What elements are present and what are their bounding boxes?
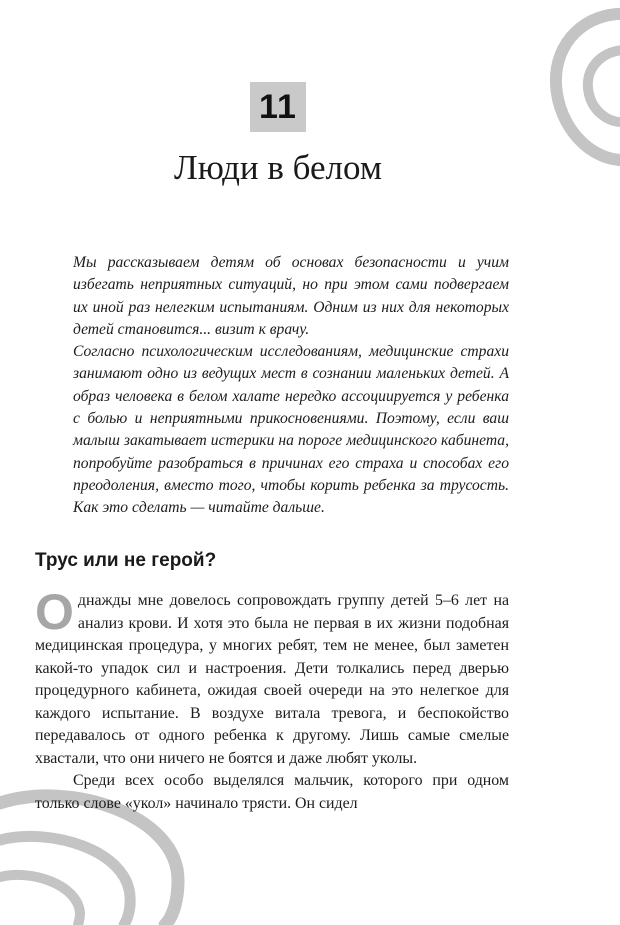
body-text (35, 584, 509, 815)
chapter-title: Люди в белом (173, 148, 382, 187)
body-paragraph: Среди всех особо выделялся мальчик, которого при одном только слове «укол» начинало трясти. Он сидел (35, 772, 509, 812)
chapter-intro (73, 252, 509, 520)
section-heading: Трус или не герой? (35, 550, 217, 571)
body-paragraph (35, 584, 509, 770)
intro-paragraph: Мы рассказываем детям об основах безопасности и учим избегать неприятных ситуаций, но при этом сами подвергаем их иной раз нелегким испытаниям. Одним из них для некоторых детей становится... визит к врачу. (73, 254, 509, 338)
body-paragraph-text: днажды мне довелось сопровождать группу детей 5–6 лет на анализ крови. И хотя это была не первая в их жизни подобная медицинская процедура, у многих ребят, тем не менее, был заметен какой-то упадок сил и настроения. Дети толкались перед дверью процедурного кабинета, ожидая своей очереди на это нелегкое для каждого испытание. В воздухе витала тревога, и беспокойство передавалось от одного ребенка к другому. Лишь самые смелые хвастали, что они ничего не боятся и даже любят уколы. (35, 592, 509, 767)
decorative-swirl-top (546, 2, 620, 172)
intro-paragraph: Согласно психологическим исследованиям, медицинские страхи занимают одно из ведущих мест в сознании маленьких детей. А образ человека в белом халате нередко ассоциируется у ребенка с болью и неприятными прикосновениями. Поэтому, если ваш малыш закатывает истерики на пороге медицинского кабинета, попробуйте разобраться в причинах его страха и способах его преодоления, вместо того, чтобы корить ребенка за трусость. Как это сделать — читайте дальше. (73, 343, 509, 517)
drop-cap: О (35, 584, 74, 640)
chapter-number: 11 (250, 82, 306, 132)
